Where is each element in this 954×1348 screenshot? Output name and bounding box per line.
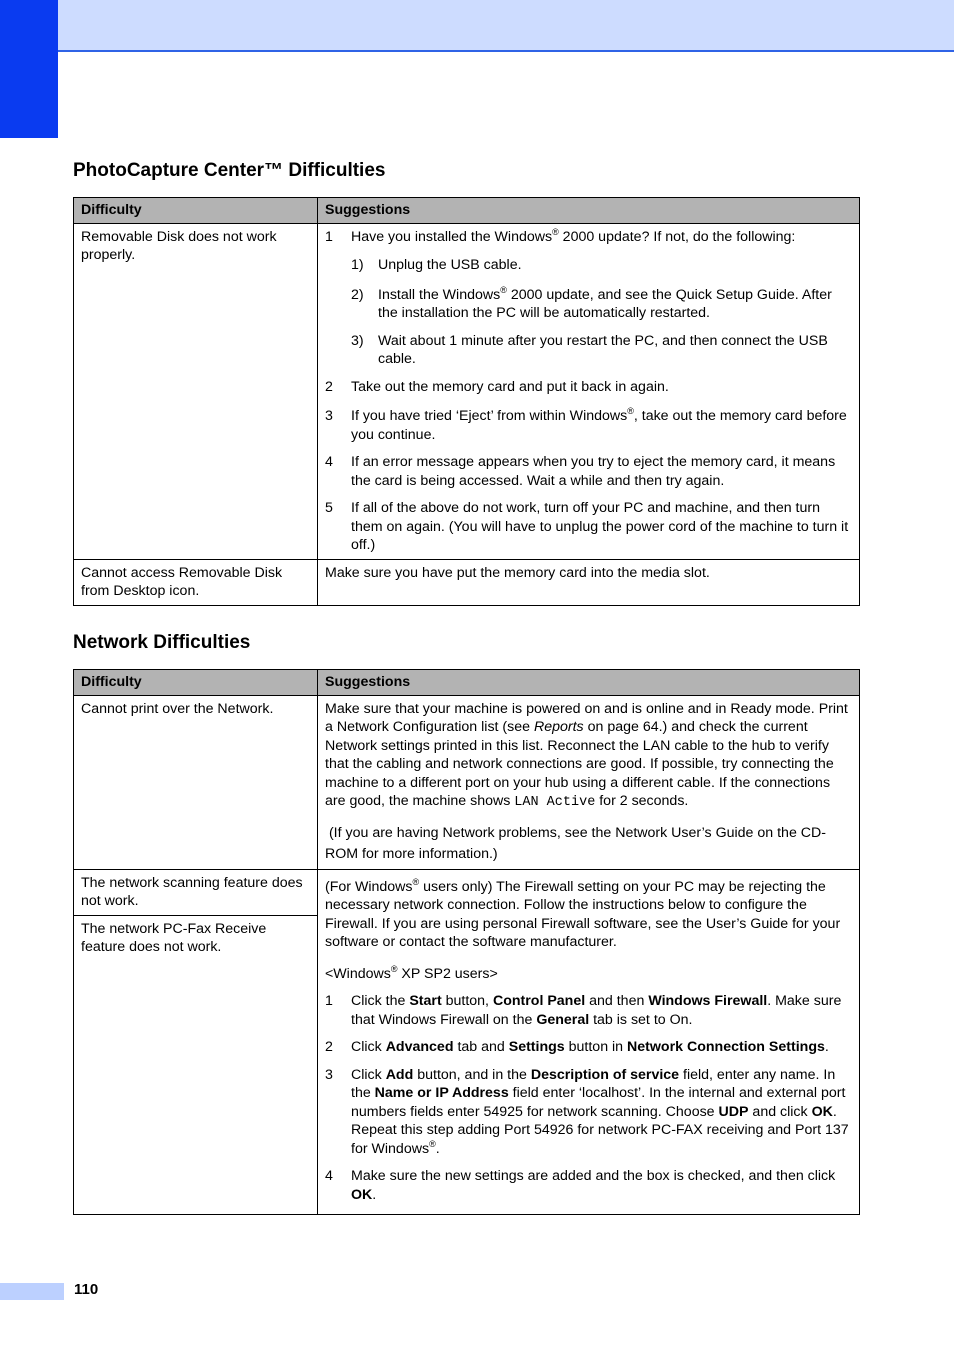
- suggestion-cell: Make sure you have put the memory card into the media slot.: [318, 559, 860, 605]
- table-row: [74, 559, 860, 605]
- step-item: 4 Make sure the new settings are added and the box is checked, and then click OK.: [325, 1168, 836, 1203]
- section-title-photocapture: PhotoCapture Center™ Difficulties: [73, 160, 386, 181]
- table-header-row: [74, 670, 860, 696]
- header-difficulty: Difficulty: [74, 670, 318, 696]
- step-item: 3 Click Add button, and in the Description of service field, enter any name. In the Name or IP Address field enter ‘localhost’. In the internal and external port numbers fields enter 54925 for network scanning. Choose UDP and click OK. Repeat this step adding Port 54926 for network PC-FAX receiving and Port 137 for Windows®.: [325, 1066, 849, 1157]
- step-item: 3 If you have tried ‘Eject’ from within Windows®, take out the memory card before you continue.: [325, 406, 847, 443]
- step-item: 4 If an error message appears when you try to eject the memory card, it means the card is being accessed. Wait a while and then try again.: [325, 454, 836, 489]
- suggestion-cell: [318, 869, 860, 1214]
- firewall-intro: (For Windows® users only) The Firewall setting on your PC may be rejecting the necessary network connection. Follow the instructions below to configure the Firewall. If you are using personal Firewall software, see the User’s Guide for your software or contact the software manufacturer.: [325, 876, 841, 950]
- lcd-message: LAN Active: [514, 795, 596, 810]
- header-band: [0, 0, 954, 52]
- step-number: 3: [325, 1066, 333, 1083]
- reports-reference: Reports: [533, 719, 584, 735]
- table-header-row: [74, 198, 860, 224]
- step-number: 1: [325, 228, 333, 245]
- table-row: [74, 695, 860, 869]
- step-item: 1 Have you installed the Windows® 2000 update? If not, do the following:: [325, 226, 796, 245]
- step-item: 2 Take out the memory card and put it back in again.: [325, 378, 669, 395]
- suggestion-cell: [318, 223, 860, 559]
- substep-number: 1): [351, 257, 364, 273]
- section-title-network: Network Difficulties: [73, 632, 251, 653]
- step-number: 3: [325, 408, 333, 424]
- difficulty-cell: Removable Disk does not work properly.: [74, 223, 318, 559]
- substep-item: 2) Install the Windows® 2000 update, and see the Quick Setup Guide. After the installation the PC will be automatically restarted.: [351, 284, 832, 321]
- chapter-tab: [0, 0, 58, 138]
- header-suggestions: Suggestions: [318, 670, 860, 696]
- network-table: [73, 669, 860, 1215]
- substep-number: 2): [351, 286, 364, 303]
- network-note: (If you are having Network problems, see the Network User’s Guide on the CD-ROM for more information.): [325, 824, 826, 862]
- step-number: 4: [325, 1168, 333, 1184]
- xp-heading: <Windows® XP SP2 users>: [325, 963, 498, 982]
- photocapture-table: [73, 197, 860, 606]
- table-row: [74, 223, 860, 559]
- header-suggestions: Suggestions: [318, 198, 860, 224]
- network-paragraph: Make sure that your machine is powered on and is online and in Ready mode. Print a Network Configuration list (see Reports on page 64.) and check the current Network settings printed in this list. Reconnect the LAN cable to the hub to verify that the cabling and network connections are good. If possible, try connecting the machine to a different port on your hub using a different cable. If the connections are good, the machine shows LAN Active for 2 seconds.: [325, 700, 848, 810]
- page-number: 110: [74, 1281, 99, 1298]
- footer-bar: [0, 1283, 64, 1300]
- step-item: 1 Click the Start button, Control Panel and then Windows Firewall. Make sure that Windows Firewall on the General tab is set to On.: [325, 993, 842, 1028]
- step-number: 4: [325, 454, 333, 470]
- suggestion-cell: [318, 695, 860, 869]
- difficulty-cell: The network scanning feature does not work.: [74, 869, 318, 915]
- step-item: 5 If all of the above do not work, turn off your PC and machine, and then turn them on again. (You will have to unplug the power cord of the machine to turn it off.): [325, 500, 849, 553]
- substep-number: 3): [351, 332, 364, 349]
- difficulty-cell: Cannot access Removable Disk from Desktop icon.: [74, 559, 318, 605]
- step-number: 5: [325, 500, 333, 516]
- substep-item: 1) Unplug the USB cable.: [351, 257, 522, 273]
- table-row: [74, 869, 860, 915]
- difficulty-cell: Cannot print over the Network.: [74, 695, 318, 869]
- difficulty-cell: The network PC-Fax Receive feature does not work.: [74, 915, 318, 1214]
- step-number: 2: [325, 1039, 333, 1055]
- step-item: 2 Click Advanced tab and Settings button in Network Connection Settings.: [325, 1039, 829, 1055]
- step-number: 1: [325, 993, 333, 1009]
- substep-item: 3) Wait about 1 minute after you restart the PC, and then connect the USB cable.: [351, 332, 828, 367]
- header-difficulty: Difficulty: [74, 198, 318, 224]
- step-number: 2: [325, 378, 333, 395]
